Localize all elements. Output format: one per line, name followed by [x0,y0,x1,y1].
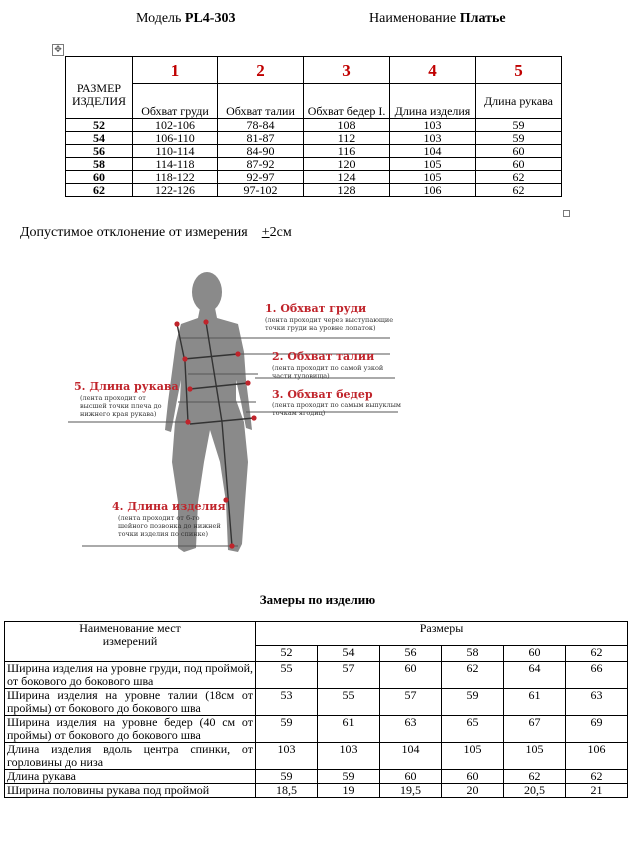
value-cell: 102-106 [133,119,218,132]
col-number: 3 [304,57,390,84]
table-row [66,171,562,184]
measurement-value: 63 [380,716,442,743]
name-label: Наименование [369,11,457,26]
table-row [66,158,562,171]
measurement-value: 62 [504,770,566,784]
measurement-value: 62 [566,770,628,784]
col-header: Обхват талии [218,84,304,119]
table-row [5,662,628,689]
measurement-value: 69 [566,716,628,743]
value-cell: 59 [476,119,562,132]
table-row [5,784,628,798]
model-line [136,11,235,27]
measurement-value: 57 [380,689,442,716]
measurement-value: 19 [318,784,380,798]
size-column-header: 60 [504,646,566,662]
size-column-header: 58 [442,646,504,662]
col-number: 1 [133,57,218,84]
table-resize-handle[interactable] [563,210,570,217]
value-cell: 103 [390,132,476,145]
value-cell: 103 [390,119,476,132]
measurement-value: 59 [256,716,318,743]
value-cell: 106 [390,184,476,197]
col-header: Длина изделия [390,84,476,119]
table-row [5,689,628,716]
value-cell: 118-122 [133,171,218,184]
measurement-value: 103 [318,743,380,770]
measurement-value: 106 [566,743,628,770]
value-cell: 78-84 [218,119,304,132]
size-cell: 56 [66,145,133,158]
measurement-name: Длина рукава [5,770,256,784]
col-number: 5 [476,57,562,84]
section-title: Замеры по изделию [259,592,376,607]
size-cell: 58 [66,158,133,171]
name-line [369,11,506,27]
measurement-value: 63 [566,689,628,716]
measurement-value: 55 [256,662,318,689]
measurement-value: 105 [504,743,566,770]
measurement-value: 103 [256,743,318,770]
value-cell: 60 [476,145,562,158]
model-value: PL4-303 [184,11,236,26]
fig-label-5-title: Длина рукава [89,380,179,393]
measurement-value: 64 [504,662,566,689]
table-row [66,184,562,197]
measurement-value: 18,5 [256,784,318,798]
value-cell: 62 [476,184,562,197]
value-cell: 62 [476,171,562,184]
measurement-value: 65 [442,716,504,743]
tolerance-line [20,225,292,241]
value-cell: 108 [304,119,390,132]
size-cell: 54 [66,132,133,145]
size-cell: 52 [66,119,133,132]
fig-label-5-num: 5. [74,380,86,393]
value-cell: 59 [476,132,562,145]
measurement-value: 59 [256,770,318,784]
measurement-value: 105 [442,743,504,770]
tolerance-value: 2см [269,225,292,240]
svg-text:1. Обхват груди [265,302,366,315]
fig-label-1-desc-a: (лента проходит через выступающие [265,316,394,324]
measurement-value: 20,5 [504,784,566,798]
measurement-value: 60 [380,770,442,784]
measurement-name: Длина изделия вдоль центра спинки, от горловины до низа [5,743,256,770]
value-cell: 81-87 [218,132,304,145]
value-cell: 120 [304,158,390,171]
col-header: Обхват груди [133,84,218,119]
value-cell: 60 [476,158,562,171]
sizes-header: Размеры [256,622,628,646]
size-header: РАЗМЕР ИЗДЕЛИЯ [66,57,133,119]
fig-label-2-desc-a: (лента проходит по самой узкой [272,364,384,372]
value-cell: 114-118 [133,158,218,171]
measurements-table [4,621,628,798]
table-row [66,119,562,132]
measurement-value: 67 [504,716,566,743]
measurement-name: Ширина изделия на уровне груди, под проймой, от бокового до бокового шва [5,662,256,689]
value-cell: 122-126 [133,184,218,197]
measurement-value: 19,5 [380,784,442,798]
fig-label-1-title: Обхват груди [280,302,367,315]
measurement-value: 57 [318,662,380,689]
value-cell: 124 [304,171,390,184]
svg-text:2. Обхват талии [272,350,374,363]
size-column-header: 62 [566,646,628,662]
fig-label-2-desc-b: части туловища) [272,372,330,380]
measurement-value: 61 [504,689,566,716]
tolerance-text: Допустимое отклонение от измерения [20,225,248,240]
fig-label-4-desc-c: точки изделия по спинке) [118,530,209,538]
size-column-header: 56 [380,646,442,662]
size-table [65,56,562,197]
measurement-value: 59 [442,689,504,716]
fig-label-4-desc-b: шейного позвонка до нижней [118,522,221,530]
fig-label-2-num: 2. [272,350,284,363]
measurement-value: 53 [256,689,318,716]
table-move-handle-icon[interactable]: ✥ [52,44,64,56]
fig-label-4-title: Длина изделия [127,500,226,513]
value-cell: 105 [390,171,476,184]
table-row [5,716,628,743]
measurement-value: 55 [318,689,380,716]
value-cell: 110-114 [133,145,218,158]
size-column-header: 52 [256,646,318,662]
fig-label-3-desc-b: точкам ягодиц) [272,409,326,417]
measurement-value: 104 [380,743,442,770]
table-row [5,743,628,770]
fig-label-4-num: 4. [112,500,124,513]
model-label: Модель [136,11,182,26]
measurement-name: Ширина половины рукава под проймой [5,784,256,798]
fig-label-4-desc-a: (лента проходит от 6-го [118,514,200,522]
measurement-value: 60 [380,662,442,689]
value-cell: 104 [390,145,476,158]
value-cell: 105 [390,158,476,171]
value-cell: 116 [304,145,390,158]
value-cell: 97-102 [218,184,304,197]
fig-label-3-desc-a: (лента проходит по самым выпуклым [272,401,401,409]
measurement-value: 59 [318,770,380,784]
value-cell: 84-90 [218,145,304,158]
measurement-value: 20 [442,784,504,798]
size-cell: 60 [66,171,133,184]
size-column-header: 54 [318,646,380,662]
table-row [66,145,562,158]
table-row [66,132,562,145]
fig-label-5-desc-b: высшей точки плеча до [80,402,162,410]
svg-text:3. Обхват бедер [272,388,373,401]
fig-label-2-title: Обхват талии [287,350,375,363]
svg-text:5. Длина рукава [74,380,179,393]
value-cell: 128 [304,184,390,197]
fig-label-1-num: 1. [265,302,277,315]
value-cell: 112 [304,132,390,145]
measurement-value: 60 [442,770,504,784]
name-header: Наименование мест измерений [5,622,256,662]
fig-label-1-desc-b: точки груди на уровне лопаток) [265,324,376,332]
plus-minus-sign: + [261,225,270,240]
measurement-value: 21 [566,784,628,798]
col-header: Длина рукава [476,84,562,119]
fig-label-3-title: Обхват бедер [287,388,373,401]
measurement-name: Ширина изделия на уровне бедер (40 см от проймы) от бокового до бокового шва [5,716,256,743]
value-cell: 87-92 [218,158,304,171]
measurement-value: 66 [566,662,628,689]
body-measurement-figure [60,262,410,582]
fig-label-5-desc-a: (лента проходит от [80,394,146,402]
col-number: 2 [218,57,304,84]
svg-text:4. Длина изделия [112,500,226,513]
col-number: 4 [390,57,476,84]
value-cell: 106-110 [133,132,218,145]
value-cell: 92-97 [218,171,304,184]
measurement-value: 61 [318,716,380,743]
measurement-value: 62 [442,662,504,689]
fig-label-5-desc-c: нижнего края рукава) [80,410,157,418]
measurement-name: Ширина изделия на уровне талии (18см от проймы) от бокового до бокового шва [5,689,256,716]
table-row [5,770,628,784]
fig-label-3-num: 3. [272,388,284,401]
size-cell: 62 [66,184,133,197]
name-value: Платье [459,11,506,26]
col-header: Обхват бедер I. [304,84,390,119]
